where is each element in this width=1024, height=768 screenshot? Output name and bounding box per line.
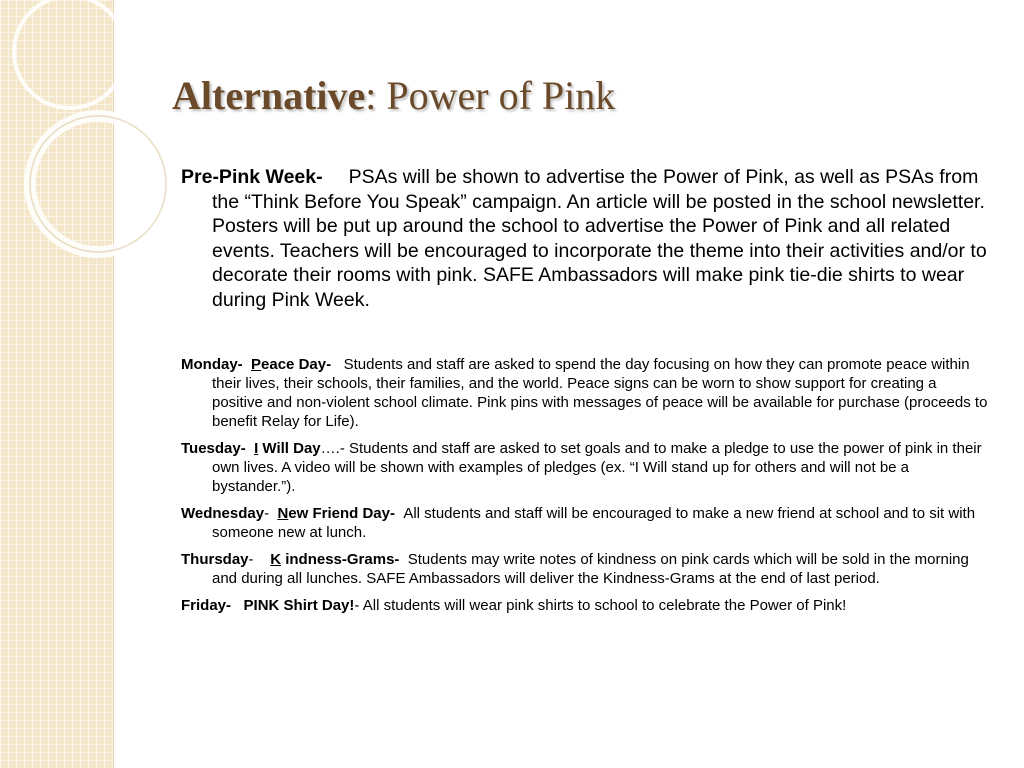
monday-label: Monday- — [181, 355, 243, 373]
pre-pink-week-paragraph — [181, 165, 989, 313]
monday-paragraph — [181, 355, 989, 431]
wednesday-event-name: ew Friend Day- — [288, 504, 395, 522]
friday-event-name: PINK Shirt Day! — [243, 596, 355, 614]
title-rest: : Power of Pink — [365, 73, 616, 118]
monday-event-initial: P — [251, 355, 262, 373]
tuesday-text: ….- Students and staff are asked to set goals and to make a pledge to use the power of pink in their own lives. A video will be shown with examples of pledges (ex. “I Will stand up for others and will not be a bystander.”). — [212, 439, 982, 495]
thursday-label: Thursday — [181, 550, 249, 568]
thursday-event-initial: K — [270, 550, 282, 568]
monday-text: Students and staff are asked to spend the day focusing on how they can promote peace within their lives, their schools, their families, and the world. Peace signs can be worn to show support for creating a positive and non-violent school climate. Pink pins with messages of peace will be available for purchase (proceeds to benefit Relay for Life). — [212, 355, 988, 430]
tuesday-event-initial: I — [254, 439, 259, 457]
thursday-separator: - — [248, 550, 254, 568]
wednesday-separator: - — [264, 504, 270, 522]
slide-title — [172, 72, 615, 119]
tuesday-paragraph — [181, 439, 989, 496]
friday-paragraph — [181, 596, 989, 615]
pre-pink-week-label: Pre-Pink Week- — [181, 166, 323, 188]
decorative-ring-medium-outline — [30, 116, 166, 252]
thursday-paragraph — [181, 550, 989, 588]
wednesday-label: Wednesday — [181, 504, 265, 522]
decorative-rings — [0, 0, 200, 330]
friday-text: - All students will wear pink shirts to school to celebrate the Power of Pink! — [354, 596, 847, 614]
wednesday-text: All students and staff will be encouraged to make a new friend at school and to sit with someone new at lunch. — [212, 504, 976, 541]
decorative-ring-large — [14, 0, 126, 108]
friday-label: Friday- — [181, 596, 232, 614]
wednesday-paragraph — [181, 504, 989, 542]
wednesday-event-initial: N — [277, 504, 289, 522]
pre-pink-week-text: PSAs will be shown to advertise the Power of Pink, as well as PSAs from the “Think Before You Speak” campaign. An article will be posted in the school newsletter. Posters will be put up around the school to advertise the Power of Pink and all related events. Teachers will be encouraged to incorporate the theme into their activities and/or to decorate their rooms with pink. SAFE Ambassadors will make pink tie-die shirts to wear during Pink Week. — [212, 166, 987, 311]
thursday-event-name: indness-Grams- — [285, 550, 400, 568]
tuesday-label: Tuesday- — [181, 439, 246, 457]
thursday-text: Students may write notes of kindness on pink cards which will be sold in the morning and during all lunches. SAFE Ambassadors will deliver the Kindness-Grams at the end of last period. — [212, 550, 969, 587]
title-bold: Alternative — [172, 73, 366, 118]
tuesday-event-name: Will Day — [258, 439, 321, 457]
slide-body — [181, 165, 989, 623]
monday-event-name: eace Day- — [261, 355, 332, 373]
